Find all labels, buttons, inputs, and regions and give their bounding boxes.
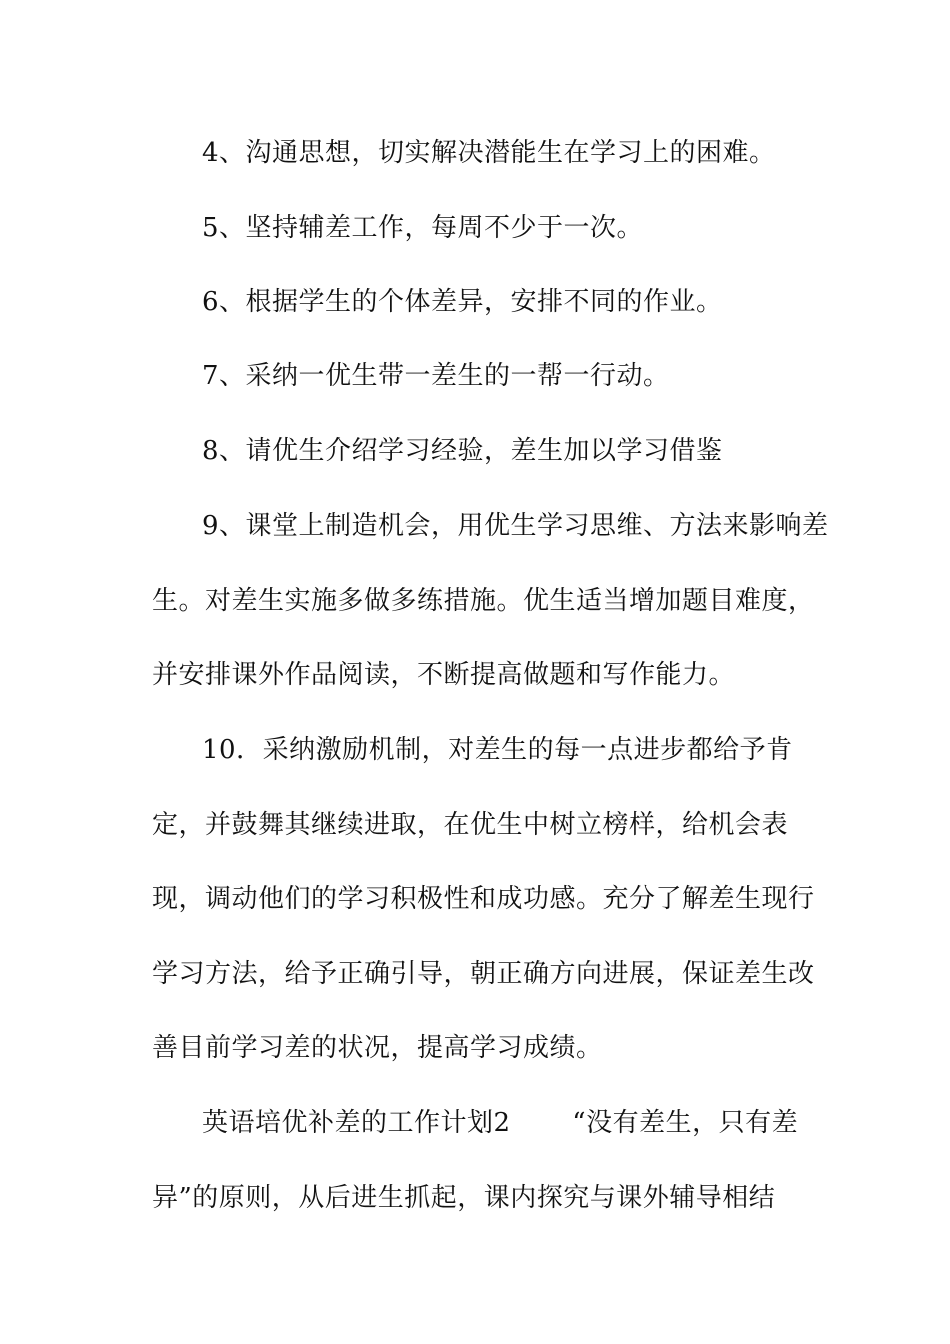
text-line: 英语培优补差的工作计划2 “没有差生，只有差 [202,1108,799,1138]
text-line: 善目前学习差的状况，提高学习成绩。 [152,1033,603,1063]
text-line: 并安排课外作品阅读，不断提高做题和写作能力。 [152,660,736,690]
text-line: 9、课堂上制造机会，用优生学习思维、方法来影响差 [202,511,829,541]
text-line: 6、根据学生的个体差异，安排不同的作业。 [202,287,723,317]
text-line: 8、请优生介绍学习经验，差生加以学习借鉴 [202,436,723,466]
text-line: 现，调动他们的学习积极性和成功感。充分了解差生现行 [152,884,815,914]
text-line: 5、坚持辅差工作，每周不少于一次。 [202,213,644,243]
text-line: 学习方法，给予正确引导，朝正确方向进展，保证差生改 [152,959,815,989]
text-line: 7、采纳一优生带一差生的一帮一行动。 [202,361,670,391]
text-line: 异”的原则，从后进生抓起，课内探究与课外辅导相结 [152,1183,776,1213]
text-line: 生。对差生实施多做多练措施。优生适当增加题目难度， [152,586,815,616]
text-line: 10．采纳激励机制，对差生的每一点进步都给予肯 [202,735,793,765]
text-line: 4、沟通思想，切实解决潜能生在学习上的困难。 [202,138,776,168]
text-line: 定，并鼓舞其继续进取，在优生中树立榜样，给机会表 [152,810,789,840]
